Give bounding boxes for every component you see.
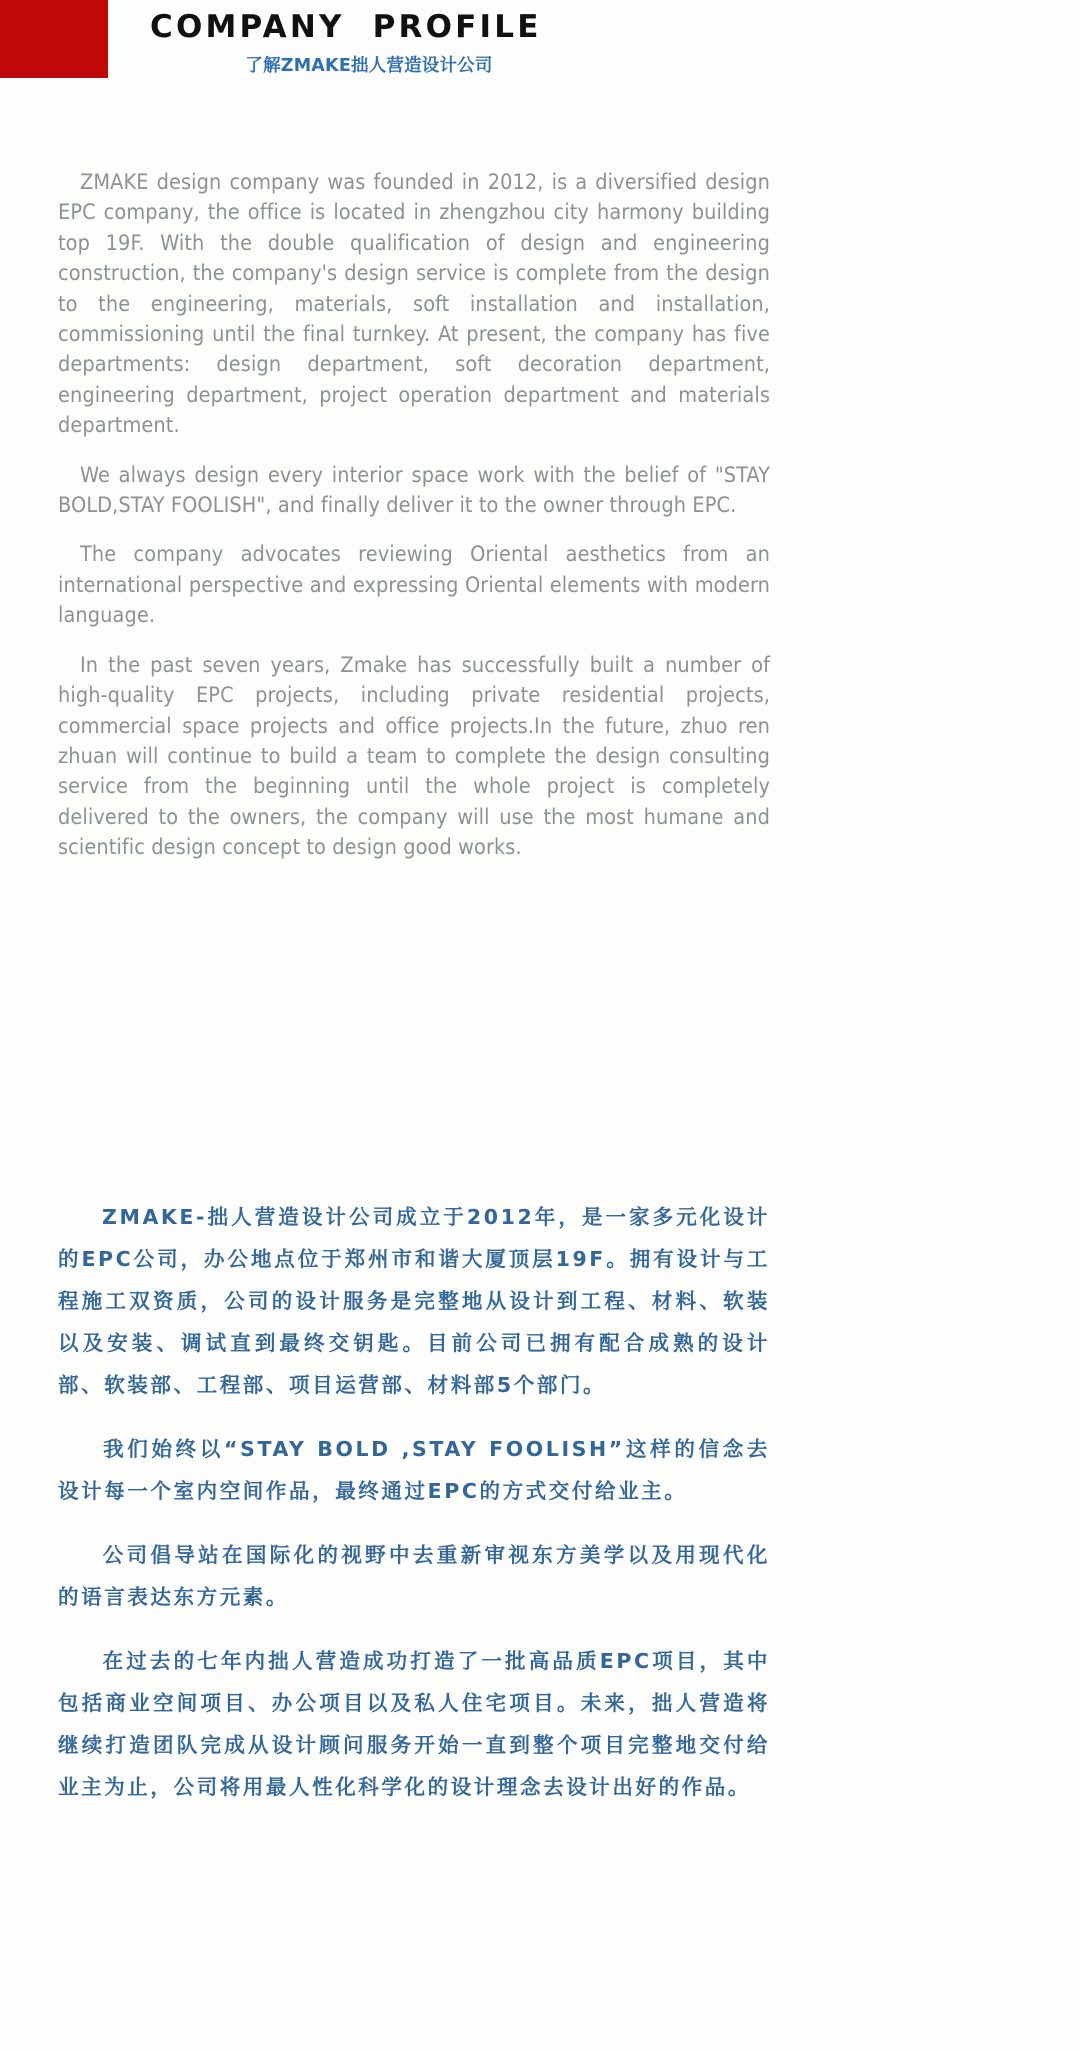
- page-header: [0, 0, 1080, 110]
- english-paragraph: [58, 651, 770, 864]
- english-paragraph: [58, 168, 770, 442]
- english-body: [58, 168, 770, 864]
- chinese-paragraph-text: 在过去的七年内拙人营造成功打造了一批高品质EPC项目，其中包括商业空间项目、办公项目以及私人住宅项目。未来，拙人营造将继续打造团队完成从设计顾问服务开始一直到整个项目完整地交付给业主为止，公司将用最人性化科学化的设计理念去设计出好的作品。: [58, 1649, 770, 1799]
- chinese-paragraph: [58, 1196, 770, 1406]
- english-paragraph-text: In the past seven years, Zmake has successfully built a number of high-quality EPC projects, including private residential projects, commercial space projects and office projects.In the future, zhuo ren zhuan will continue to build a team to complete the design consulting service from the beginning until the whole project is completely delivered to the owners, the company will use the most humane and scientific design concept to design good works.: [58, 652, 770, 861]
- chinese-body: [58, 1196, 770, 1808]
- english-paragraph: [58, 540, 770, 631]
- english-paragraph: [58, 461, 770, 522]
- chinese-paragraph: [58, 1640, 770, 1808]
- english-paragraph-text: The company advocates reviewing Oriental aesthetics from an international perspective and expressing Oriental elements with modern language.: [58, 542, 770, 629]
- english-paragraph-text: We always design every interior space work with the belief of "STAY BOLD,STAY FOOLISH", and finally deliver it to the owner through EPC.: [58, 462, 770, 519]
- chinese-paragraph: [58, 1534, 770, 1618]
- chinese-paragraph: [58, 1428, 770, 1512]
- chinese-paragraph-text: 我们始终以“STAY BOLD ,STAY FOOLISH”这样的信念去设计每一个室内空间作品，最终通过EPC的方式交付给业主。: [58, 1437, 770, 1503]
- header-text-group: [150, 8, 570, 77]
- english-paragraph-text: ZMAKE design company was founded in 2012, is a diversified design EPC company, the office is located in zhengzhou city harmony building top 19F. With the double qualification of design and engineering construction, the company's design service is complete from the design to the engineering, materials, soft installation and installation, commissioning until the final turnkey. At present, the company has five departments: design department, soft decoration department, engineering department, project operation department and materials department.: [58, 170, 770, 439]
- page-title: COMPANY PROFILE: [150, 9, 542, 45]
- page-subtitle: 了解ZMAKE拙人营造设计公司: [245, 55, 493, 76]
- chinese-paragraph-text: ZMAKE-拙人营造设计公司成立于2012年，是一家多元化设计的EPC公司，办公地点位于郑州市和谐大厦顶层19F。拥有设计与工程施工双资质，公司的设计服务是完整地从设计到工程、材料、软装以及安装、调试直到最终交钥匙。目前公司已拥有配合成熟的设计部、软装部、工程部、项目运营部、材料部5个部门。: [58, 1205, 770, 1397]
- red-accent-block: [0, 0, 108, 78]
- chinese-paragraph-text: 公司倡导站在国际化的视野中去重新审视东方美学以及用现代化的语言表达东方元素。: [58, 1543, 770, 1609]
